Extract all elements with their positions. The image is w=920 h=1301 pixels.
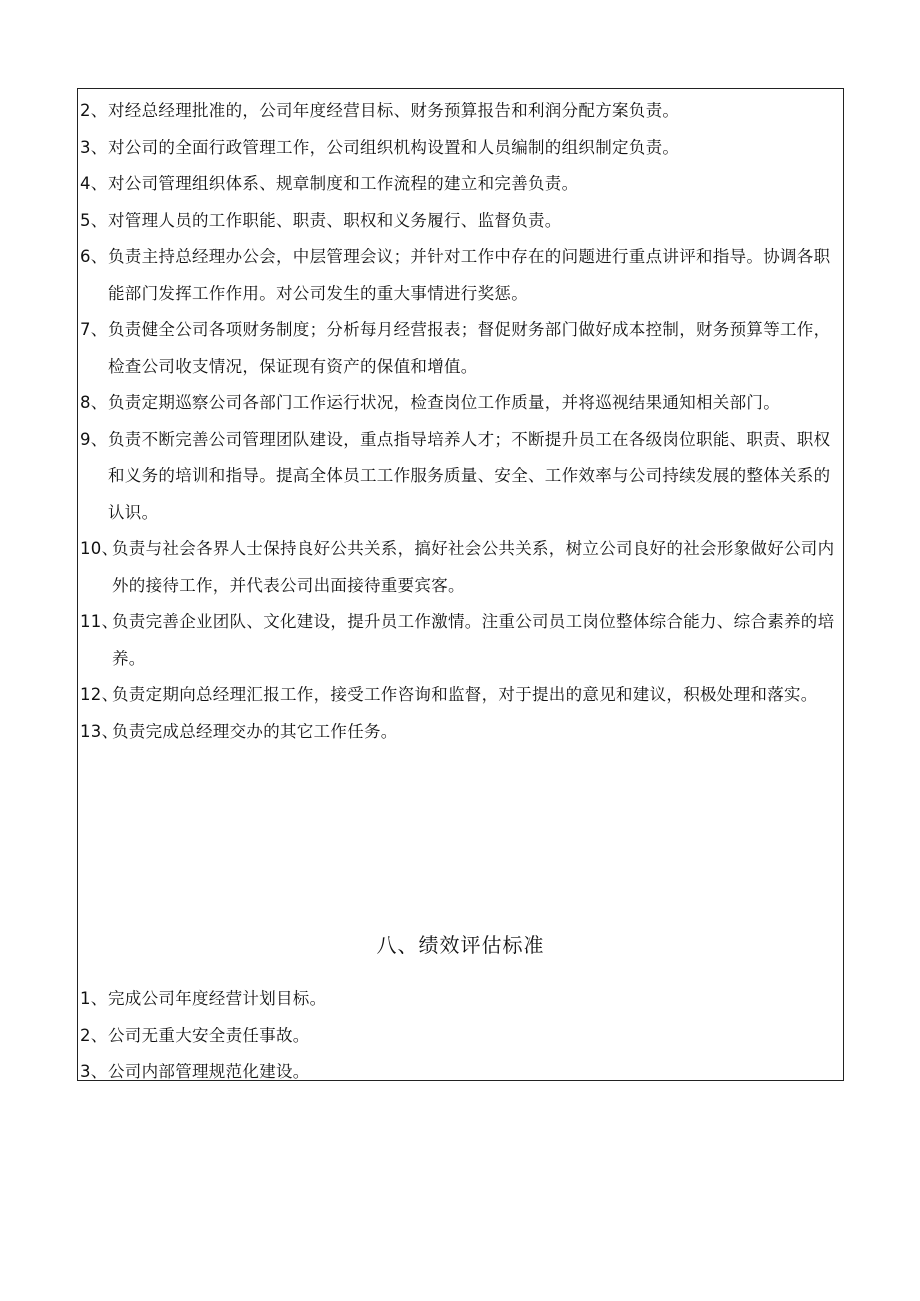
- duty-text: 对公司的全面行政管理工作，公司组织机构设置和人员编制的组织制定负责。: [108, 137, 680, 157]
- duty-number: 7、: [80, 320, 108, 339]
- duty-number: 8、: [80, 393, 108, 412]
- duties-list: [78, 93, 843, 750]
- duty-text: 负责与社会各界人士保持良好公共关系，搞好社会公共关系，树立公司良好的社会形象做好公司内外的接待工作，并代表公司出面接待重要宾客。: [112, 539, 835, 595]
- duty-item-13: [78, 714, 843, 751]
- duty-item-5: [78, 203, 843, 240]
- duty-number: 4、: [80, 174, 108, 193]
- duty-item-6: [78, 239, 843, 312]
- duty-number: 6、: [80, 247, 108, 266]
- duty-item-2: [78, 93, 843, 130]
- duty-text: 负责健全公司各项财务制度；分析每月经营报表；督促财务部门做好成本控制，财务预算等工作，检查公司收支情况，保证现有资产的保值和增值。: [108, 320, 831, 376]
- duty-item-4: [78, 166, 843, 203]
- performance-criteria-list: [78, 981, 843, 1091]
- criteria-number: 2、: [80, 1025, 108, 1045]
- duty-text: 负责完善企业团队、文化建设，提升员工作激情。注重公司员工岗位整体综合能力、综合素养的培养。: [112, 612, 835, 668]
- duty-text: 负责定期向总经理汇报工作，接受工作咨询和监督，对于提出的意见和建议，积极处理和落实。: [112, 685, 818, 704]
- duty-number: 3、: [80, 137, 108, 157]
- duty-item-11: [78, 604, 843, 677]
- duty-number: 5、: [80, 210, 108, 230]
- duty-item-7: [78, 312, 843, 385]
- duty-item-8: [78, 385, 843, 422]
- duty-item-10: [78, 531, 843, 604]
- criteria-number: 3、: [80, 1062, 108, 1081]
- duty-number: 11、: [80, 612, 119, 631]
- duty-text: 负责定期巡察公司各部门工作运行状况，检查岗位工作质量，并将巡视结果通知相关部门。: [108, 393, 780, 412]
- duty-number: 12、: [80, 685, 119, 704]
- criteria-item-2: [78, 1018, 843, 1055]
- duty-number: 2、: [80, 101, 108, 120]
- duty-text: 对管理人员的工作职能、职责、职权和义务履行、监督负责。: [108, 210, 562, 230]
- document-table: [77, 88, 844, 1081]
- duty-text: 负责完成总经理交办的其它工作任务。: [112, 721, 398, 741]
- duty-text: 对经总经理批准的，公司年度经营目标、财务预算报告和利润分配方案负责。: [108, 101, 680, 120]
- duty-text: 对公司管理组织体系、规章制度和工作流程的建立和完善负责。: [108, 174, 579, 193]
- duty-number: 10、: [80, 539, 119, 558]
- criteria-text: 完成公司年度经营计划目标。: [108, 989, 327, 1008]
- criteria-text: 公司无重大安全责任事故。: [108, 1025, 310, 1045]
- criteria-number: 1、: [80, 989, 108, 1008]
- criteria-item-3: [78, 1054, 843, 1091]
- duty-item-3: [78, 130, 843, 167]
- performance-section-title: 八、绩效评估标准: [376, 933, 545, 957]
- duty-item-9: [78, 422, 843, 532]
- criteria-item-1: [78, 981, 843, 1018]
- duty-item-12: [78, 677, 843, 714]
- duty-number: 9、: [80, 429, 108, 449]
- duty-text: 负责不断完善公司管理团队建设，重点指导培养人才；不断提升员工在各级岗位职能、职责、职权和义务的培训和指导。提高全体员工工作服务质量、安全、工作效率与公司持续发展的整体关系的认识。: [108, 429, 831, 522]
- duty-number: 13、: [80, 721, 119, 741]
- criteria-text: 公司内部管理规范化建设。: [108, 1062, 310, 1081]
- duty-text: 负责主持总经理办公会，中层管理会议；并针对工作中存在的问题进行重点讲评和指导。协调各职能部门发挥工作作用。对公司发生的重大事情进行奖惩。: [108, 247, 831, 303]
